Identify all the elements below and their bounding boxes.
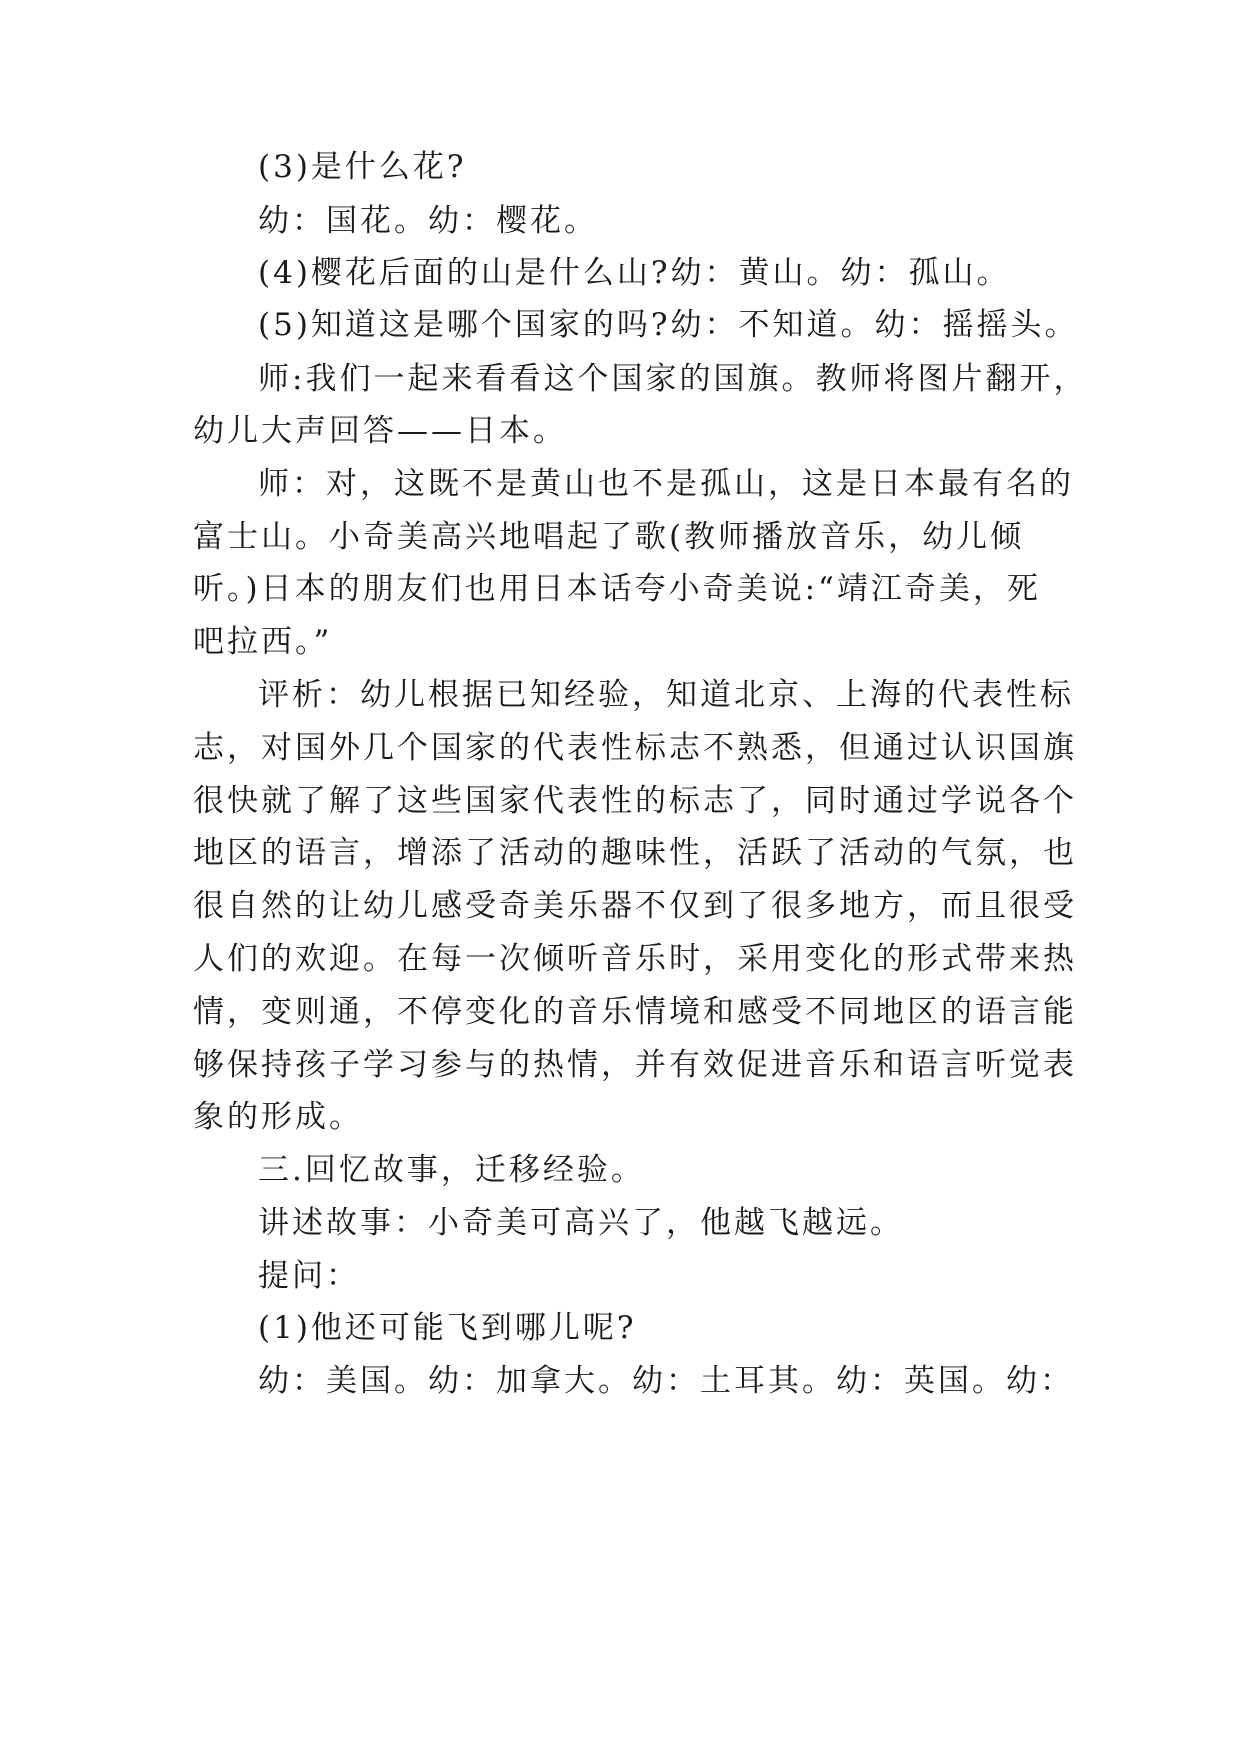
text-line: 师:我们一起来看看这个国家的国旗。教师将图片翻开， <box>258 361 1088 397</box>
text-line: 提问： <box>258 1258 360 1294</box>
text-line: 地区的语言，增添了活动的趣味性，活跃了活动的气氛，也 <box>193 835 1077 871</box>
text-line: 幼：国花。幼：樱花。 <box>258 203 598 239</box>
text-line: 很自然的让幼儿感受奇美乐器不仅到了很多地方，而且很受 <box>193 888 1077 924</box>
text-line: (5)知道这是哪个国家的吗?幼：不知道。幼：摇摇头。 <box>258 307 1079 343</box>
text-line: 幼：美国。幼：加拿大。幼：土耳其。幼：英国。幼： <box>258 1363 1074 1399</box>
text-line: 听。)日本的朋友们也用日本话夸小奇美说:“靖江奇美，死 <box>193 571 1041 607</box>
text-line: 志，对国外几个国家的代表性标志不熟悉，但通过认识国旗 <box>193 730 1077 766</box>
text-line: 幼儿大声回答——日本。 <box>193 413 567 449</box>
text-line: 吧拉西。” <box>193 624 333 660</box>
text-line: 师：对，这既不是黄山也不是孤山，这是日本最有名的 <box>258 466 1074 502</box>
text-line: (4)樱花后面的山是什么山?幼：黄山。幼：孤山。 <box>258 255 1011 291</box>
text-line: 象的形成。 <box>193 1099 363 1135</box>
text-line: 评析：幼儿根据已知经验，知道北京、上海的代表性标 <box>258 677 1074 713</box>
text-line: 人们的欢迎。在每一次倾听音乐时，采用变化的形式带来热 <box>193 941 1077 977</box>
text-line: 情，变则通，不停变化的音乐情境和感受不同地区的语言能 <box>193 994 1077 1030</box>
text-line: 三.回忆故事，迁移经验。 <box>258 1152 645 1188</box>
text-line: (3)是什么花? <box>258 149 467 185</box>
text-line: 讲述故事：小奇美可高兴了，他越飞越远。 <box>258 1205 904 1241</box>
text-line: (1)他还可能飞到哪儿呢? <box>258 1310 637 1346</box>
text-line: 够保持孩子学习参与的热情，并有效促进音乐和语言听觉表 <box>193 1047 1077 1083</box>
text-line: 很快就了解了这些国家代表性的标志了，同时通过学说各个 <box>193 783 1077 819</box>
text-line: 富士山。小奇美高兴地唱起了歌(教师播放音乐，幼儿倾 <box>193 519 1025 555</box>
